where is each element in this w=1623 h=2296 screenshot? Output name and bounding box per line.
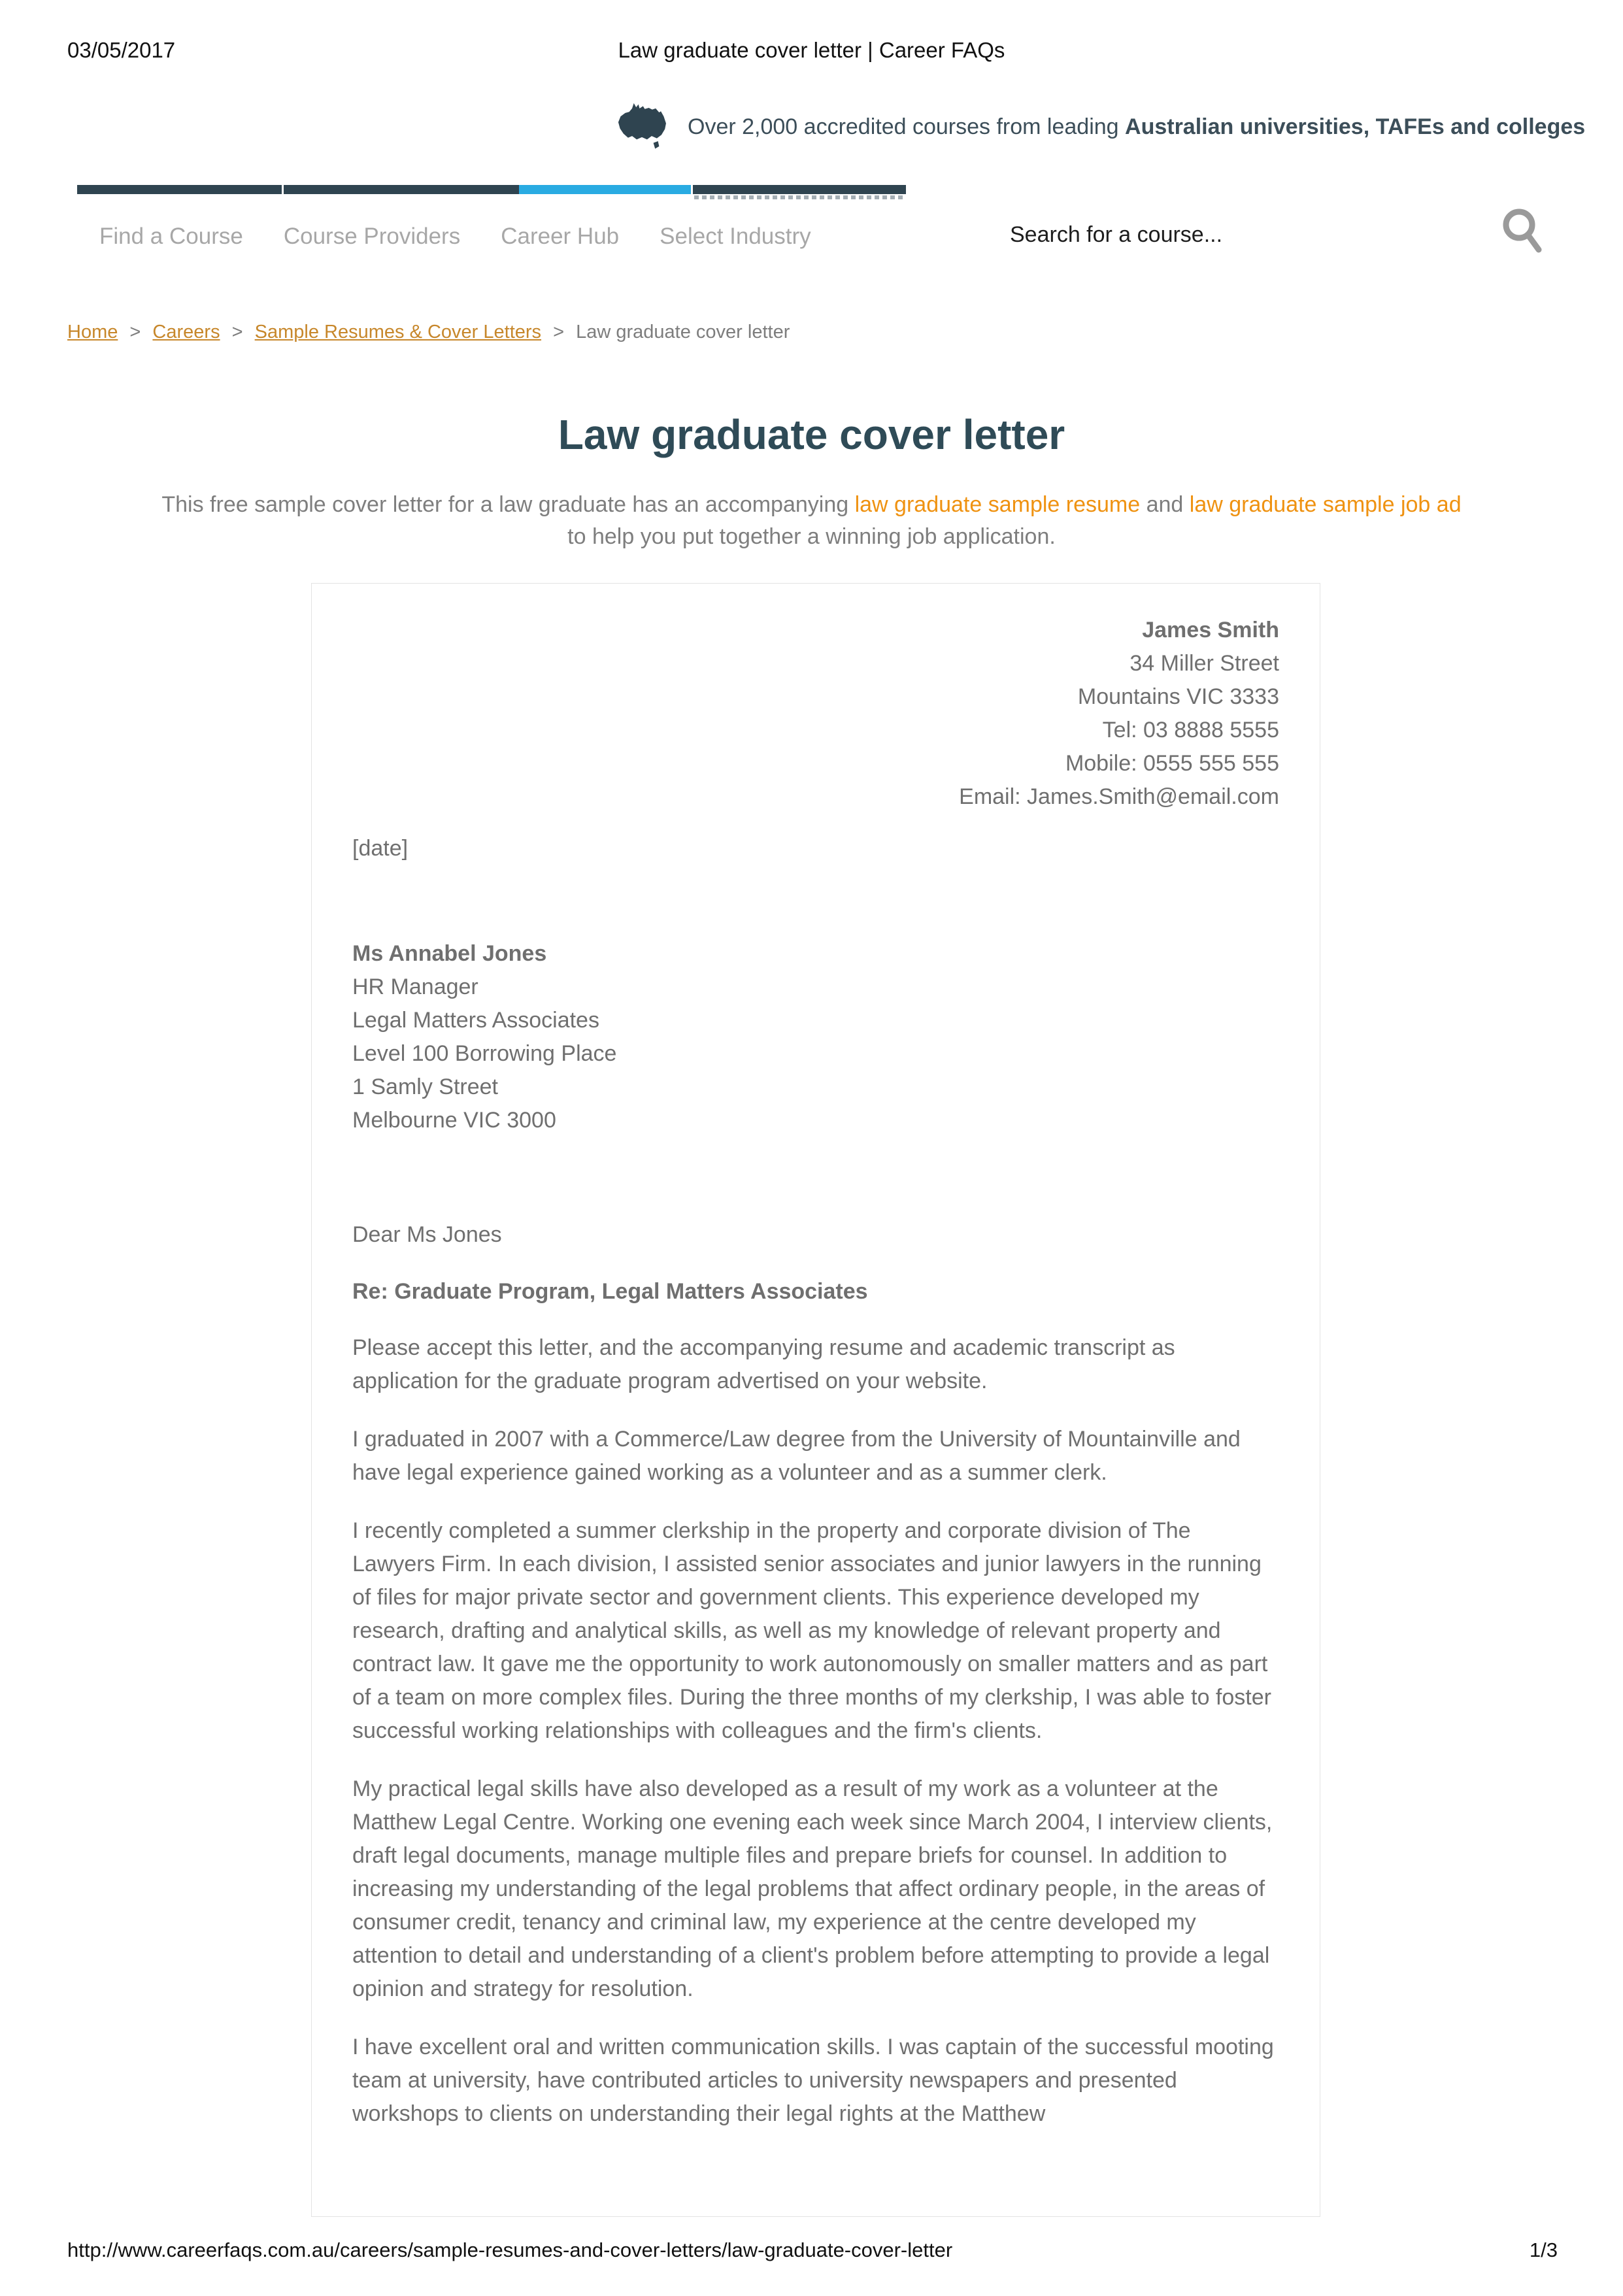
breadcrumb-home[interactable]: Home [67, 322, 118, 342]
intro-text: and [1140, 492, 1190, 517]
sender-mobile-line: Mobile: 0555 555 555 [1065, 751, 1279, 776]
breadcrumb-separator: > [231, 322, 243, 342]
link-sample-job-ad[interactable]: law graduate sample job ad [1189, 492, 1462, 517]
recipient-line: HR Manager [352, 974, 478, 999]
sender-address-line: 34 Miller Street [1129, 651, 1279, 676]
letter-paragraph: I recently completed a summer clerkship in the property and corporate division of The Lawyers Firm. In each division, I assisted senior associates and junior lawyers in the running of files for major private sector and government clients. This experience developed my research, drafting and analytical skills, as well as my knowledge of relevant property and contract law. It gave me the opportunity to work autonomously on smaller matters and as part of a team on more complex files. During the three months of my clerkship, I was able to foster successful working relationships with colleagues and the firm's clients. [352, 1518, 1271, 1743]
logo-bar-segment-blue [519, 185, 691, 194]
letter-paragraph: Please accept this letter, and the accompanying resume and academic transcript as application for the graduate program advertised on your website. [352, 1335, 1175, 1393]
letter-date-placeholder: [date] [352, 836, 409, 861]
nav-item-select-industry[interactable]: Select Industry [660, 224, 811, 249]
recipient-line: Level 100 Borrowing Place [352, 1041, 617, 1066]
recipient-name: Ms Annabel Jones [352, 941, 547, 966]
nav-item-find-a-course[interactable]: Find a Course [99, 224, 243, 249]
brand-tagline [688, 114, 1585, 140]
cover-letter-box [311, 583, 1320, 2217]
australia-map-icon [613, 99, 671, 154]
tagline-bold: Australian universities, TAFEs and colleges [1125, 114, 1586, 139]
recipient-line: Legal Matters Associates [352, 1008, 599, 1033]
letter-subject-line: Re: Graduate Program, Legal Matters Associates [352, 1279, 868, 1304]
breadcrumb-careers[interactable]: Careers [152, 322, 220, 342]
page-title: Law graduate cover letter [558, 411, 1065, 458]
magnifier-icon[interactable] [1501, 208, 1544, 254]
breadcrumb-separator: > [129, 322, 141, 342]
recipient-line: Melbourne VIC 3000 [352, 1108, 556, 1133]
brand-tagline-row [613, 99, 1585, 154]
main-nav [99, 224, 811, 250]
letter-paragraph: I graduated in 2007 with a Commerce/Law degree from the University of Mountainville and have legal experience gained working as a volunteer and as a summer clerk. [352, 1427, 1241, 1485]
sender-address-line: Mountains VIC 3333 [1077, 684, 1279, 709]
intro-text: to help you put together a winning job application. [567, 524, 1056, 550]
logo-bar-segment-1 [77, 185, 282, 194]
print-page-title: Law graduate cover letter | Career FAQs [618, 38, 1005, 62]
tagline-prefix: Over 2,000 accredited courses from leading [688, 114, 1126, 139]
letter-salutation: Dear Ms Jones [352, 1222, 502, 1247]
nav-item-career-hub[interactable]: Career Hub [501, 224, 620, 249]
search-input[interactable]: Search for a course... [1010, 222, 1223, 247]
link-sample-resume[interactable]: law graduate sample resume [854, 492, 1141, 517]
breadcrumb-separator: > [553, 322, 565, 342]
intro-paragraph [157, 489, 1466, 554]
intro-text: This free sample cover letter for a law graduate has an accompanying [161, 492, 855, 517]
print-footer-url: http://www.careerfaqs.com.au/careers/sample-resumes-and-cover-letters/law-graduate-cover-letter [67, 2238, 953, 2261]
sender-email-line: Email: James.Smith@email.com [959, 784, 1279, 809]
logo-bar-segment-3 [693, 185, 906, 194]
nav-item-course-providers[interactable]: Course Providers [283, 224, 461, 249]
sender-phone-line: Tel: 03 8888 5555 [1102, 718, 1279, 742]
print-date: 03/05/2017 [67, 38, 176, 62]
breadcrumb [67, 322, 790, 343]
print-page-number: 1/3 [1529, 2238, 1558, 2261]
sender-name: James Smith [1142, 618, 1279, 642]
sender-address-block [352, 614, 1279, 814]
logo-bar-segment-2 [284, 185, 519, 194]
recipient-address-block [352, 937, 1279, 1137]
breadcrumb-sample-resumes[interactable]: Sample Resumes & Cover Letters [254, 322, 542, 342]
recipient-line: 1 Samly Street [352, 1074, 498, 1099]
careerfaqs-logo-bar [77, 185, 906, 194]
logo-subtext-decoration [694, 195, 905, 199]
letter-paragraph-truncated: I have excellent oral and written communication skills. I was captain of the successful mooting team at university, have contributed articles to university newspapers and presented workshops to clients on understanding their legal rights at the Matthew [352, 2035, 1274, 2126]
letter-paragraph: My practical legal skills have also developed as a result of my work as a volunteer at the Matthew Legal Centre. Working one evening each week since March 2004, I interview clients, draft legal documents, manage multiple files and prepare briefs for counsel. In addition to increasing my understanding of the legal problems that affect ordinary people, in the areas of consumer credit, tenancy and criminal law, my experience at the centre developed my attention to detail and understanding of a client's problem before attempting to provide a legal opinion and strategy for resolution. [352, 1776, 1273, 2001]
breadcrumb-current: Law graduate cover letter [576, 322, 790, 342]
